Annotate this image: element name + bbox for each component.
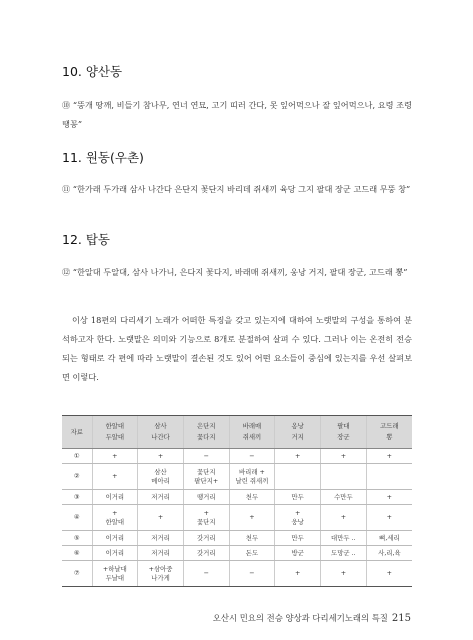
table-cell: + bbox=[92, 464, 138, 490]
table-cell: + bbox=[138, 505, 184, 531]
table-cell: 돈도 bbox=[229, 546, 275, 561]
table-cell: 대만두 .. bbox=[321, 531, 367, 546]
table-cell: 저거리 bbox=[138, 531, 184, 546]
table-cell: 수만두 bbox=[321, 490, 367, 505]
table-row bbox=[62, 531, 412, 546]
table-cell: 천두 bbox=[229, 490, 275, 505]
table-cell: + 웅낭 bbox=[275, 505, 321, 531]
table-cell: − bbox=[183, 449, 229, 464]
table-cell: 천두 bbox=[229, 531, 275, 546]
page-number: 215 bbox=[391, 613, 411, 624]
table-cell: + bbox=[321, 505, 367, 531]
table-header-cell: 바래매 쥐새끼 bbox=[229, 416, 275, 449]
table-cell bbox=[321, 464, 367, 490]
table-cell: +하날대 두날대 bbox=[92, 561, 138, 587]
table-cell: 도망군 .. bbox=[321, 546, 367, 561]
table-cell bbox=[366, 464, 412, 490]
table-cell: 땡거리 bbox=[183, 490, 229, 505]
table-cell: + bbox=[321, 449, 367, 464]
table-header-cell: 고드래 뽕 bbox=[366, 416, 412, 449]
table-cell: 이거리 bbox=[92, 546, 138, 561]
table-row-index: ② bbox=[62, 464, 92, 490]
table-row-index: ① bbox=[62, 449, 92, 464]
table-row bbox=[62, 490, 412, 505]
table-row bbox=[62, 546, 412, 561]
table-cell: + bbox=[366, 505, 412, 531]
body-paragraph: 이상 18편의 다리세기 노래가 어떠한 특징을 갖고 있는지에 대하여 노랫말의 구성을 통하여 분석하고자 한다. 노랫말은 의미와 기능으로 8개로 분절하여 살펴 수 있다. 그러나 이는 온전히 전승되는 형태로 각 편에 따라 노랫말이 결손된 것도 있어 어떤 요소들이 중심에 있는지를 우선 살펴보면 이렇다. bbox=[62, 315, 412, 382]
lyric-12: ⑫ “한알대 두알대, 삼사 나가니, 은다지 꽃다지, 바래매 쥐새끼, 웅낭 거지, 팔대 장군, 고드래 뽕” bbox=[62, 267, 408, 277]
table-cell: 저거리 bbox=[138, 546, 184, 561]
section-heading-12: 12. 탑동 bbox=[62, 232, 111, 247]
table-cell: 갓거리 bbox=[183, 531, 229, 546]
table-cell: + bbox=[366, 490, 412, 505]
table-cell: + bbox=[366, 449, 412, 464]
table-header-cell: 팔대 장군 bbox=[321, 416, 367, 449]
table-cell: 방군 bbox=[275, 546, 321, 561]
table-cell: + bbox=[275, 449, 321, 464]
table-cell: 이거리 bbox=[92, 490, 138, 505]
table-cell: 만두 bbox=[275, 531, 321, 546]
section-heading-11: 11. 원동(우촌) bbox=[62, 150, 144, 165]
table-row bbox=[62, 561, 412, 587]
table-cell: 저거리 bbox=[138, 490, 184, 505]
table-row bbox=[62, 505, 412, 531]
table-header-cell: 한알대 두알대 bbox=[92, 416, 138, 449]
table-cell: + bbox=[229, 505, 275, 531]
table-header-cell: 은단지 꽃다지 bbox=[183, 416, 229, 449]
table-header-cell: 삼사 나간다 bbox=[138, 416, 184, 449]
table-row-index: ⑦ bbox=[62, 561, 92, 587]
table-cell: 이거리 bbox=[92, 531, 138, 546]
table-cell: + bbox=[366, 561, 412, 587]
table-cell: − bbox=[229, 561, 275, 587]
table-cell: 꽃단지 팥단지+ bbox=[183, 464, 229, 490]
footer-title: 오산시 민요의 전승 양상과 다리세기노래의 특질 bbox=[212, 613, 388, 623]
table-header-row bbox=[62, 416, 412, 449]
table-cell: − bbox=[229, 449, 275, 464]
table-cell: − bbox=[183, 561, 229, 587]
table-cell: + 꽃단지 bbox=[183, 505, 229, 531]
table-cell: 갓거리 bbox=[183, 546, 229, 561]
table-cell bbox=[275, 464, 321, 490]
table-row-index: ④ bbox=[62, 505, 92, 531]
table-row-index: ③ bbox=[62, 490, 92, 505]
table-cell: + 한알대 bbox=[92, 505, 138, 531]
table-cell: +삼아중 나가게 bbox=[138, 561, 184, 587]
table-cell: 삼산 메아리 bbox=[138, 464, 184, 490]
table-row bbox=[62, 449, 412, 464]
page-footer bbox=[213, 612, 411, 624]
table-cell: 만두 bbox=[275, 490, 321, 505]
lyric-11: ⑪ “한가래 두가래 삼사 나간다 은단지 꽃단지 바리데 쥐새끼 육당 그지 팔대 장군 고드래 무뚱 창” bbox=[62, 184, 411, 194]
table-row-index: ⑥ bbox=[62, 546, 92, 561]
lyric-10: ⑩ “뚱개 땅깨, 비들기 참나무, 연너 연묘, 고기 띠러 간다, 못 잎어먹으나 잘 잎어먹으나, 요령 조령 땡꽁” bbox=[62, 100, 412, 129]
lyrics-comparison-table bbox=[62, 415, 412, 587]
table-cell: + bbox=[138, 449, 184, 464]
table-cell: + bbox=[321, 561, 367, 587]
table-cell: 바리래 + 날린 쥐새끼 bbox=[229, 464, 275, 490]
table-cell: 사,리,육 bbox=[366, 546, 412, 561]
table-row bbox=[62, 464, 412, 490]
table-cell: + bbox=[275, 561, 321, 587]
table-body bbox=[62, 449, 412, 587]
table-row-index: ⑤ bbox=[62, 531, 92, 546]
table-header-cell: 옹낭 거지 bbox=[275, 416, 321, 449]
section-heading-10: 10. 양산동 bbox=[62, 64, 123, 79]
table-header-cell: 자료 bbox=[62, 416, 92, 449]
table-cell: + bbox=[92, 449, 138, 464]
table-cell: 뼈,세리 bbox=[366, 531, 412, 546]
